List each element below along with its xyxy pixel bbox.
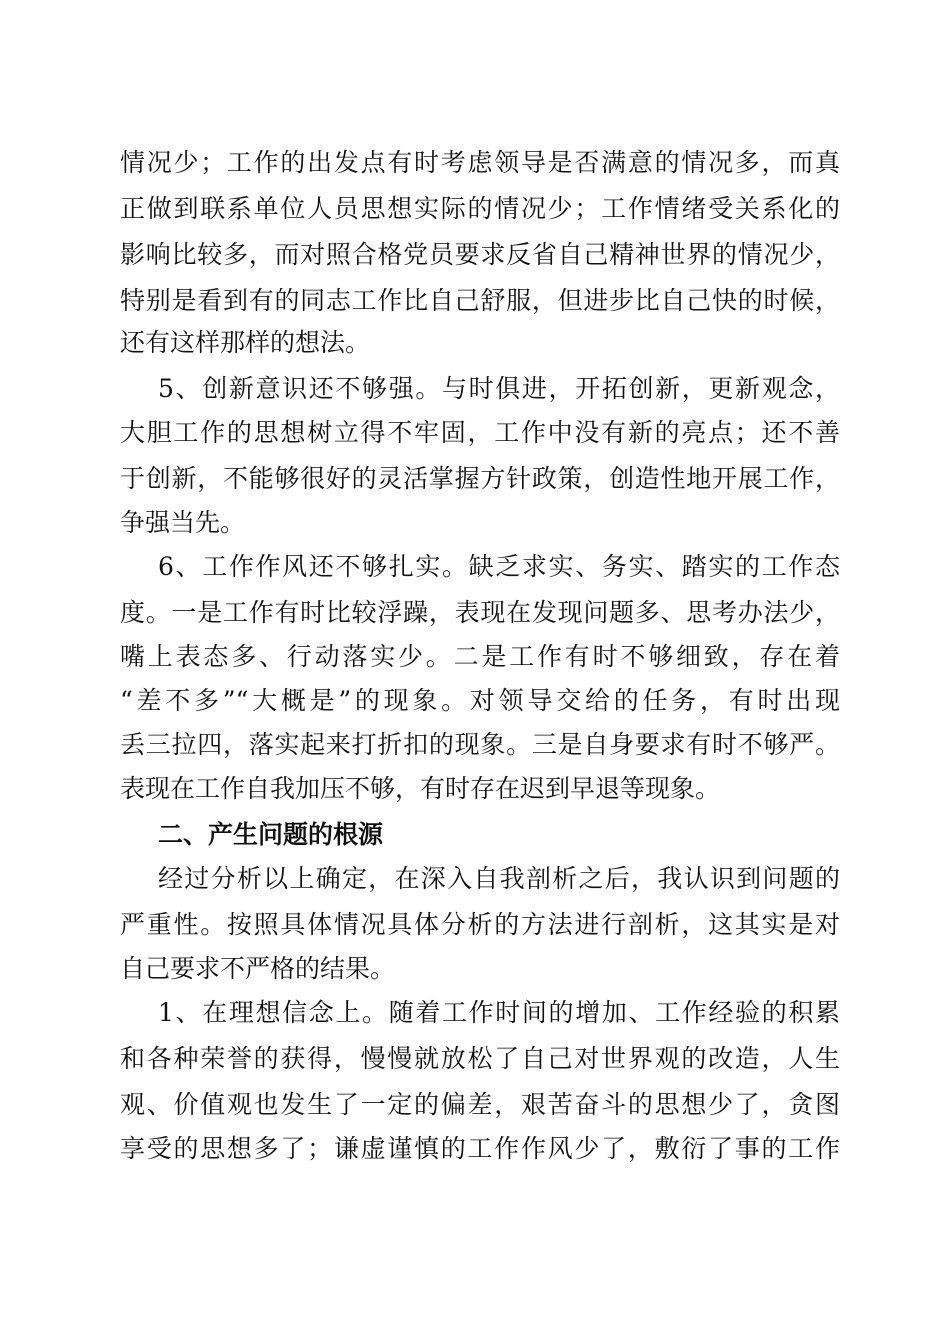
paragraph-line: 嘴上表态多、行动落实少。二是工作有时不够细致，存在着 bbox=[120, 642, 840, 671]
paragraph-line: 经过分析以上确定，在深入自我剖析之后，我认识到问题的 bbox=[158, 864, 840, 893]
paragraph-line: “差不多”“大概是”的现象。对领导交给的任务，有时出现 bbox=[120, 686, 840, 715]
paragraph-line: 丢三拉四，落实起来打折扣的现象。三是自身要求有时不够严。 bbox=[120, 730, 840, 759]
paragraph-line: 情况少；工作的出发点有时考虑领导是否满意的情况多，而真 bbox=[120, 148, 840, 177]
paragraph-line: 表现在工作自我加压不够，有时存在迟到早退等现象。 bbox=[120, 774, 721, 803]
section-heading: 二、产生问题的根源 bbox=[158, 820, 384, 849]
paragraph-line: 严重性。按照具体情况具体分析的方法进行剖析，这其实是对 bbox=[120, 910, 840, 939]
paragraph-line: 享受的思想多了；谦虚谨慎的工作作风少了，敷衍了事的工作 bbox=[120, 1134, 840, 1163]
paragraph-line: 自己要求不严格的结果。 bbox=[120, 954, 396, 983]
paragraph-line: 还有这样那样的想法。 bbox=[120, 328, 371, 357]
paragraph-line: 度。一是工作有时比较浮躁，表现在发现问题多、思考办法少， bbox=[120, 598, 840, 627]
paragraph-line: 和各种荣誉的获得，慢慢就放松了自己对世界观的改造，人生 bbox=[120, 1044, 840, 1073]
paragraph-line: 影响比较多，而对照合格党员要求反省自己精神世界的情况少， bbox=[120, 240, 840, 269]
paragraph-line: 特别是看到有的同志工作比自己舒服，但进步比自己快的时候， bbox=[120, 286, 840, 315]
paragraph-line: 大胆工作的思想树立得不牢固，工作中没有新的亮点；还不善 bbox=[120, 418, 840, 447]
paragraph-line: 5、创新意识还不够强。与时俱进，开拓创新，更新观念， bbox=[158, 374, 840, 403]
paragraph-line: 6、工作作风还不够扎实。缺乏求实、务实、踏实的工作态 bbox=[158, 552, 840, 581]
paragraph-line: 正做到联系单位人员思想实际的情况少；工作情绪受关系化的 bbox=[120, 194, 840, 223]
paragraph-line: 1、在理想信念上。随着工作时间的增加、工作经验的积累 bbox=[158, 998, 840, 1027]
paragraph-line: 观、价值观也发生了一定的偏差，艰苦奋斗的思想少了，贪图 bbox=[120, 1090, 840, 1119]
paragraph-line: 于创新，不能够很好的灵活掌握方针政策，创造性地开展工作， bbox=[120, 464, 840, 493]
paragraph-line: 争强当先。 bbox=[120, 508, 246, 537]
